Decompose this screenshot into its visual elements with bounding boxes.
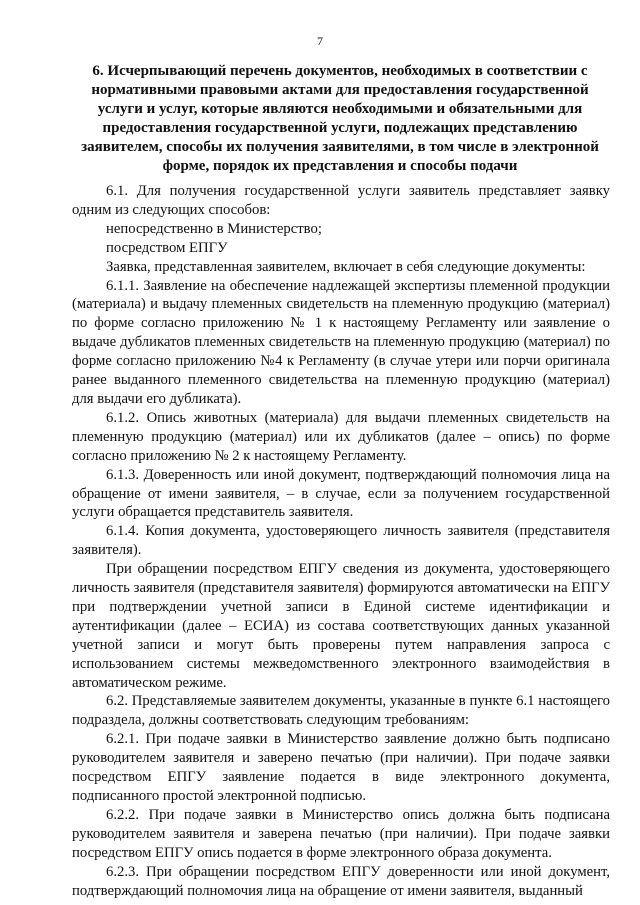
section-heading: 6. Исчерпывающий перечень документов, необходимых в соответствии с нормативными правовыми актами для предоставления государственной услуги и услуг, которые являются необходимыми и обязательными для предоставления государственной услуги, подлежащих представлению заявителем, способы их получения заявителями, в том числе в электронной форме, порядок их представления и способы подачи xyxy=(81,63,599,174)
paragraph-6-1: 6.1. Для получения государственной услуги заявитель представляет заявку одним из следующих способов: xyxy=(72,183,610,218)
paragraph-6-1-4: 6.1.4. Копия документа, удостоверяющего личность заявителя (представителя заявителя). xyxy=(72,523,610,559)
page-number: 7 xyxy=(317,34,323,48)
paragraph-6-2-2: 6.2.2. При подаче заявки в Министерство опись должна быть подписана руководителем заявителя и заверена печатью (при наличии). При подаче заявки посредством ЕПГУ опись подается в форме электронного образа документа. xyxy=(72,806,610,861)
list-item-epgu: посредством ЕПГУ xyxy=(106,239,228,256)
paragraph-6-2: 6.2. Представляемые заявителем документы, указанные в пункте 6.1 настоящего подраздела, должны соответствовать следующим требованиям: xyxy=(72,693,610,729)
paragraph-6-1-2: 6.1.2. Опись животных (материала) для выдачи племенных свидетельств на племенную продукцию (материал) или их дубликатов (далее – опись) по форме согласно приложению № 2 к настоящему Регламенту. xyxy=(72,409,610,464)
paragraph-6-2-1: 6.2.1. При подаче заявки в Министерство заявление должно быть подписано руководителем заявителя и заверено печатью (при наличии). При подаче заявки посредством ЕПГУ заявление подается в виде электронного документа, подписанного простой электронной подписью. xyxy=(72,731,610,804)
list-item-ministry: непосредственно в Министерство; xyxy=(106,220,322,237)
document-body xyxy=(72,182,610,900)
paragraph-6-1-1: 6.1.1. Заявление на обеспечение надлежащей экспертизы племенной продукции (материала) и выдачу племенных свидетельств на племенную продукцию (материал) по форме согласно приложению № 1 к настоящему Регламенту или заявление о выдаче дубликатов племенных свидетельств на племенную продукцию (материал) по форме согласно приложению №4 к Регламенту (в случае утери или порчи оригинала ранее выданного племенного свидетельства на племенную продукцию (материал) для выдачи его дубликата). xyxy=(72,277,610,407)
paragraph-epgu-identity: При обращении посредством ЕПГУ сведения из документа, удостоверяющего личность заявителя (представителя заявителя) формируются автоматически на ЕПГУ при подтверждении учетной записи в Единой системе идентификации и аутентификации (далее – ЕСИА) из состава соответствующих данных указанной учетной записи и могут быть проверены путем направления запроса с использованием системы межведомственного электронного взаимодействия в автоматическом режиме. xyxy=(72,561,610,691)
paragraph-6-1-3: 6.1.3. Доверенность или иной документ, подтверждающий полномочия лица на обращение от имени заявителя, – в случае, если за получением государственной услуги обращается представитель заявителя. xyxy=(72,466,610,521)
paragraph-6-2-3: 6.2.3. При обращении посредством ЕПГУ доверенности или иной документ, подтверждающий полномочия лица на обращение от имени заявителя, выданный xyxy=(72,863,610,899)
paragraph-application-contents: Заявка, представленная заявителем, включает в себя следующие документы: xyxy=(106,258,586,275)
